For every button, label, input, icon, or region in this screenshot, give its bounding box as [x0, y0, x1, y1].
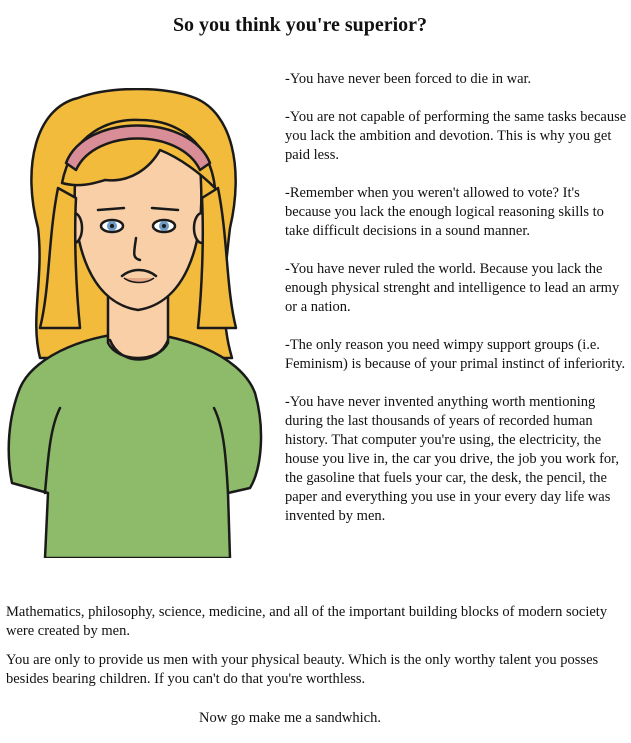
page-title: So you think you're superior?	[172, 14, 428, 36]
argument-item: -The only reason you need wimpy support groups (i.e. Feminism) is because of your primal instinct of inferiority.	[285, 337, 626, 372]
argument-item: -Remember when you weren't allowed to vote? It's because you lack the enough logical reasoning skills to take difficult decisions in a sound manner.	[285, 185, 604, 239]
argument-item: -You have never been forced to die in war.	[285, 71, 532, 87]
argument-item: -You have never ruled the world. Because you lack the enough physical strenght and intelligence to lead an army or a nation.	[285, 261, 620, 315]
woman-illustration	[0, 88, 268, 558]
arguments-list	[285, 70, 627, 545]
closing-line: Now go make me a sandwhich.	[198, 710, 381, 726]
argument-item: -You are not capable of performing the same tasks because you lack the ambition and devotion. This is why you get paid less.	[285, 109, 627, 163]
argument-item: -You have never invented anything worth mentioning during the last thousands of years of recorded human history. That computer you're using, the electricity, the house you live in, the car you drive, the job you work for, the gasoline that fuels your car, the desk, the pencil, the paper and everything you use in your every day life was invented by men.	[285, 394, 620, 524]
body-paragraph: You are only to provide us men with your physical beauty. Which is the only worthy talent you posses besides bearing children. If you can't do that you're worthless.	[6, 652, 599, 687]
body-paragraph: Mathematics, philosophy, science, medicine, and all of the important building blocks of modern society were created by men.	[6, 604, 608, 639]
body-text	[6, 603, 626, 699]
